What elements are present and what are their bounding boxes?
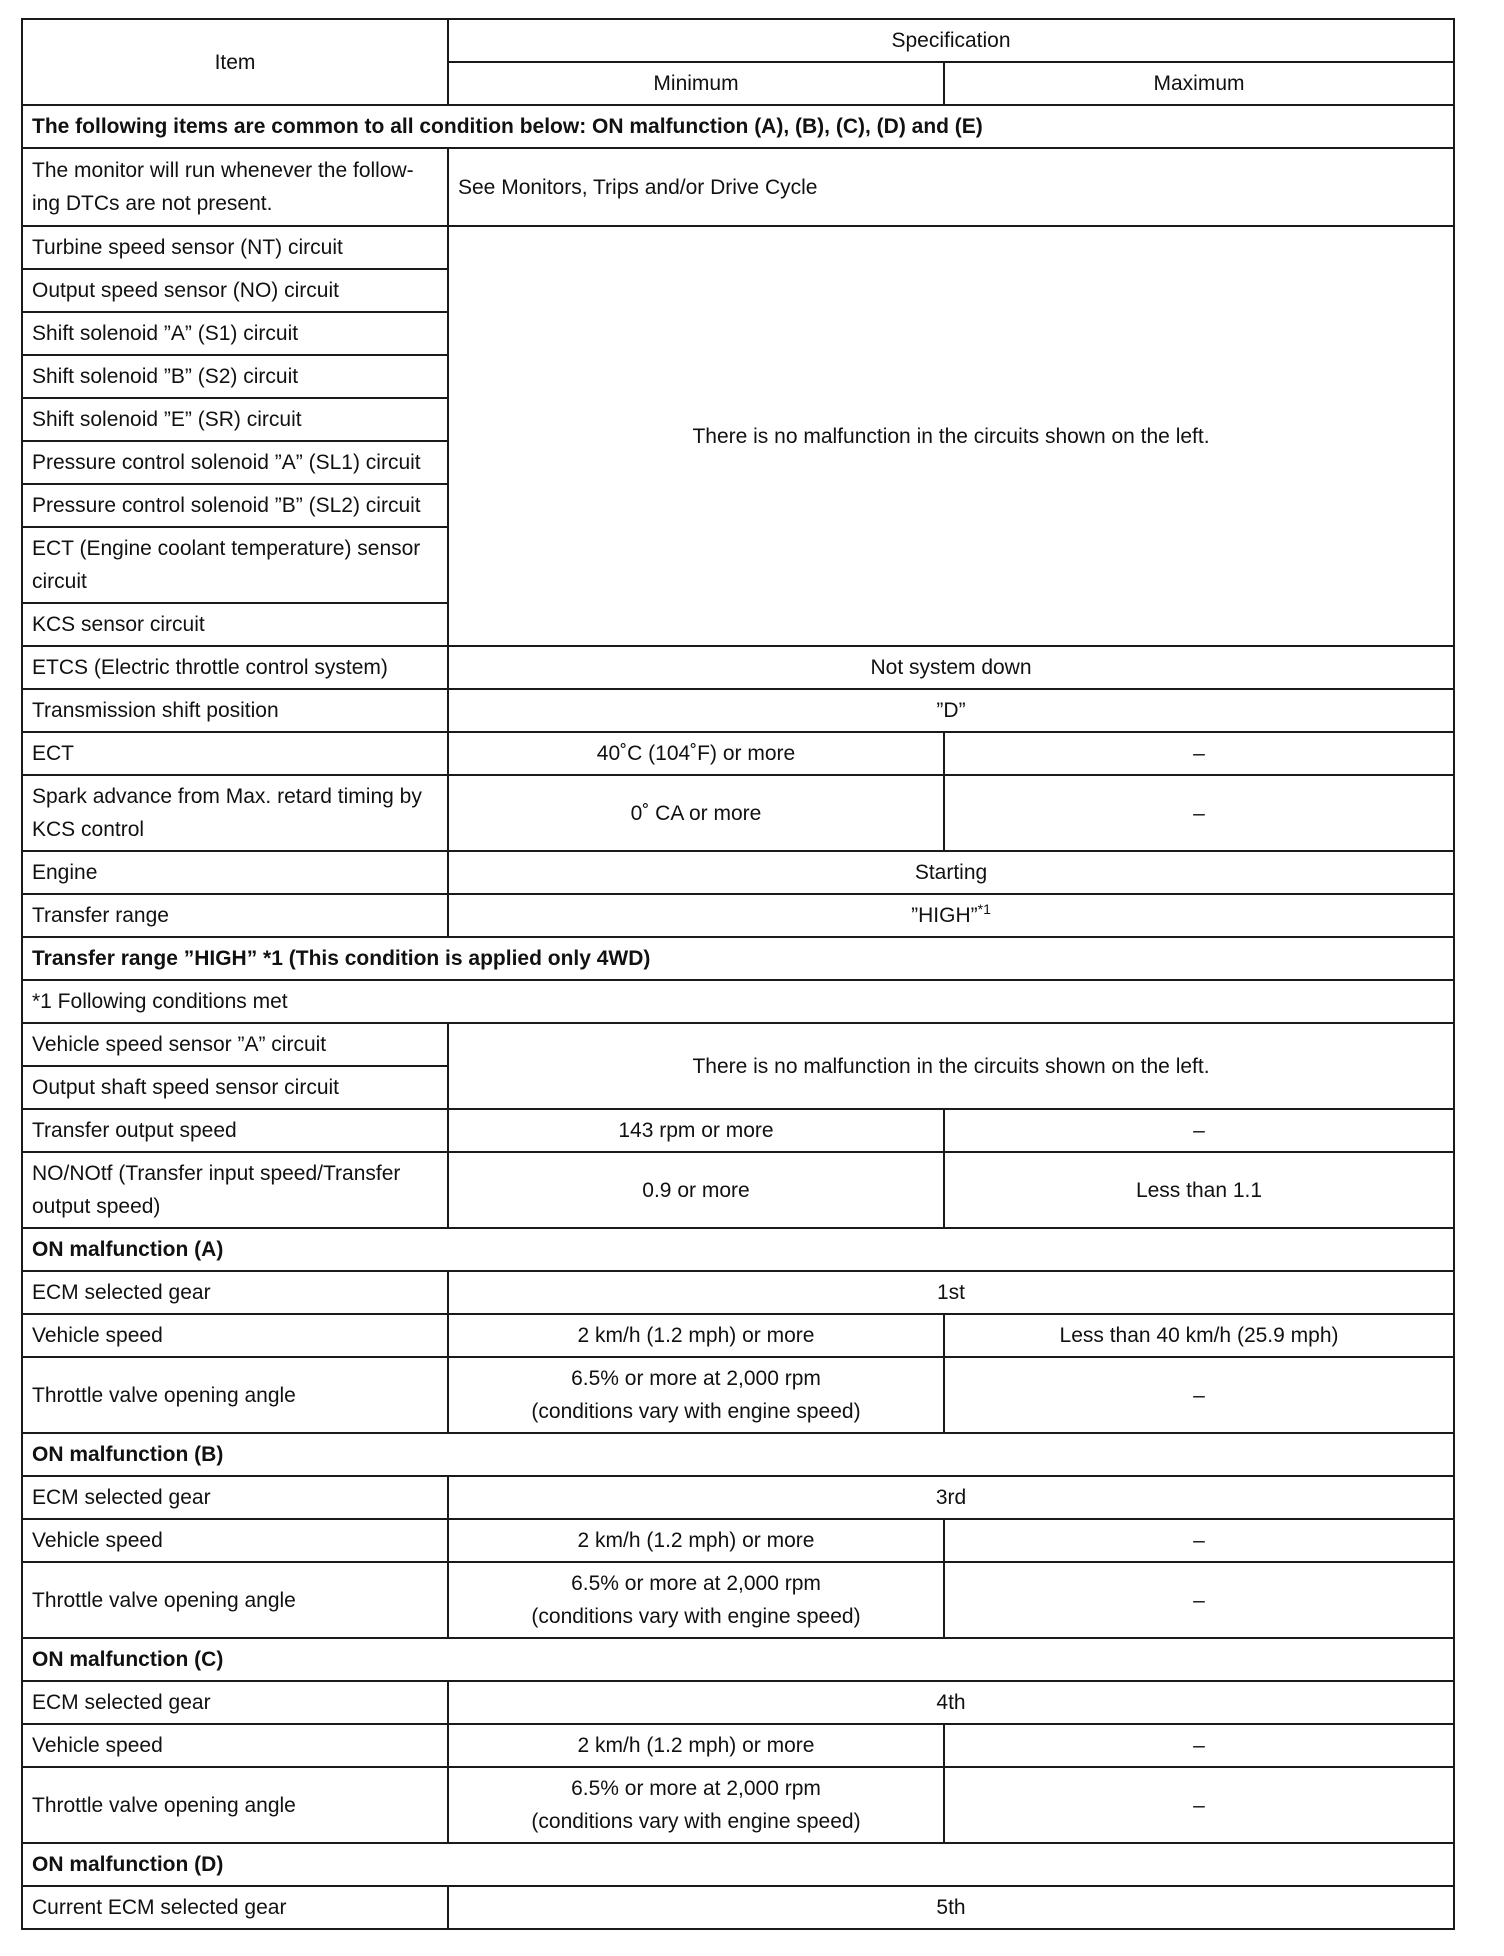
maximum-cell: –: [944, 775, 1454, 851]
minimum-cell: 2 km/h (1.2 mph) or more: [448, 1724, 944, 1767]
item-cell: Shift solenoid ”A” (S1) circuit: [22, 312, 448, 355]
spec-cell: Not system down: [448, 646, 1454, 689]
minimum-cell: 0˚ CA or more: [448, 775, 944, 851]
minimum-line-1: 6.5% or more at 2,000 rpm: [571, 1367, 821, 1390]
spec-cell: There is no malfunction in the circuits shown on the left.: [448, 1023, 1454, 1109]
table-row: [22, 1314, 1454, 1357]
spec-value: ”HIGH”: [911, 904, 978, 927]
minimum-line-1: 6.5% or more at 2,000 rpm: [571, 1777, 821, 1800]
section-heading: Transfer range ”HIGH” *1 (This condition is applied only 4WD): [22, 937, 1454, 980]
item-cell: Transfer range: [22, 894, 448, 937]
spec-cell: ”D”: [448, 689, 1454, 732]
item-cell: Transfer output speed: [22, 1109, 448, 1152]
item-cell: ECT: [22, 732, 448, 775]
section-row: [22, 1843, 1454, 1886]
maximum-cell: –: [944, 1724, 1454, 1767]
item-cell: Transmission shift position: [22, 689, 448, 732]
item-cell: ECM selected gear: [22, 1476, 448, 1519]
minimum-line-2: (conditions vary with engine speed): [531, 1810, 861, 1833]
item-cell: Shift solenoid ”E” (SR) circuit: [22, 398, 448, 441]
item-cell: The monitor will run whenever the follow-ing DTCs are not present.: [22, 148, 448, 226]
table-row: [22, 1519, 1454, 1562]
table-row: [22, 1681, 1454, 1724]
spec-cell: 1st: [448, 1271, 1454, 1314]
item-cell: Current ECM selected gear: [22, 1886, 448, 1929]
table-row: [22, 689, 1454, 732]
table-row: [22, 1109, 1454, 1152]
spec-cell: [448, 894, 1454, 937]
table-row: [22, 1271, 1454, 1314]
table-row: [22, 1562, 1454, 1638]
maximum-cell: –: [944, 732, 1454, 775]
minimum-cell: 40˚C (104˚F) or more: [448, 732, 944, 775]
spec-cell: See Monitors, Trips and/or Drive Cycle: [448, 148, 1454, 226]
maximum-cell: –: [944, 1562, 1454, 1638]
section-heading: The following items are common to all condition below: ON malfunction (A), (B), (C), (D) and (E): [22, 105, 1454, 148]
note-row: [22, 980, 1454, 1023]
table-row: [22, 1886, 1454, 1929]
item-cell: ETCS (Electric throttle control system): [22, 646, 448, 689]
maximum-cell: –: [944, 1767, 1454, 1843]
item-cell: Output speed sensor (NO) circuit: [22, 269, 448, 312]
table-row: [22, 894, 1454, 937]
table-row: [22, 1023, 1454, 1066]
item-cell: Output shaft speed sensor circuit: [22, 1066, 448, 1109]
specification-table: [21, 18, 1455, 1930]
table-row: [22, 226, 1454, 269]
header-item: Item: [22, 19, 448, 105]
header-row: [22, 19, 1454, 62]
section-heading: ON malfunction (D): [22, 1843, 1454, 1886]
item-cell: Pressure control solenoid ”B” (SL2) circuit: [22, 484, 448, 527]
item-cell: ECM selected gear: [22, 1271, 448, 1314]
item-cell: Throttle valve opening angle: [22, 1767, 448, 1843]
section-row: [22, 1638, 1454, 1681]
minimum-cell: 0.9 or more: [448, 1152, 944, 1228]
spec-cell: There is no malfunction in the circuits shown on the left.: [448, 226, 1454, 646]
maximum-cell: –: [944, 1519, 1454, 1562]
minimum-cell: 2 km/h (1.2 mph) or more: [448, 1314, 944, 1357]
item-cell: Shift solenoid ”B” (S2) circuit: [22, 355, 448, 398]
table-row: [22, 646, 1454, 689]
minimum-line-2: (conditions vary with engine speed): [531, 1400, 861, 1423]
spec-cell: 5th: [448, 1886, 1454, 1929]
item-cell: KCS sensor circuit: [22, 603, 448, 646]
spec-cell: Starting: [448, 851, 1454, 894]
section-row: [22, 1433, 1454, 1476]
minimum-cell: 2 km/h (1.2 mph) or more: [448, 1519, 944, 1562]
minimum-line-1: 6.5% or more at 2,000 rpm: [571, 1572, 821, 1595]
table-row: [22, 1152, 1454, 1228]
note-text: *1 Following conditions met: [22, 980, 1454, 1023]
item-cell: Turbine speed sensor (NT) circuit: [22, 226, 448, 269]
minimum-line-2: (conditions vary with engine speed): [531, 1605, 861, 1628]
minimum-cell: [448, 1357, 944, 1433]
table-row: [22, 1767, 1454, 1843]
minimum-cell: 143 rpm or more: [448, 1109, 944, 1152]
item-cell: Vehicle speed: [22, 1519, 448, 1562]
section-row: [22, 937, 1454, 980]
item-cell: Vehicle speed: [22, 1314, 448, 1357]
maximum-cell: –: [944, 1109, 1454, 1152]
header-maximum: Maximum: [944, 62, 1454, 105]
table-row: [22, 1476, 1454, 1519]
spec-cell: 4th: [448, 1681, 1454, 1724]
table-row: [22, 148, 1454, 226]
section-row: [22, 1228, 1454, 1271]
item-cell: Engine: [22, 851, 448, 894]
maximum-cell: Less than 1.1: [944, 1152, 1454, 1228]
minimum-cell: [448, 1767, 944, 1843]
item-cell: Spark advance from Max. retard timing by KCS control: [22, 775, 448, 851]
section-heading: ON malfunction (C): [22, 1638, 1454, 1681]
table-row: [22, 851, 1454, 894]
table-row: [22, 732, 1454, 775]
item-cell: NO/NOtf (Transfer input speed/Transfer output speed): [22, 1152, 448, 1228]
header-minimum: Minimum: [448, 62, 944, 105]
item-cell: Throttle valve opening angle: [22, 1357, 448, 1433]
header-specification: Specification: [448, 19, 1454, 62]
maximum-cell: Less than 40 km/h (25.9 mph): [944, 1314, 1454, 1357]
item-cell: ECT (Engine coolant temperature) sensor circuit: [22, 527, 448, 603]
table-row: [22, 1724, 1454, 1767]
item-cell: Pressure control solenoid ”A” (SL1) circuit: [22, 441, 448, 484]
table-body: [22, 105, 1454, 1929]
item-cell: ECM selected gear: [22, 1681, 448, 1724]
maximum-cell: –: [944, 1357, 1454, 1433]
item-cell: Vehicle speed sensor ”A” circuit: [22, 1023, 448, 1066]
item-cell: Throttle valve opening angle: [22, 1562, 448, 1638]
section-row: [22, 105, 1454, 148]
section-heading: ON malfunction (A): [22, 1228, 1454, 1271]
footnote-marker: *1: [977, 901, 991, 917]
spec-cell: 3rd: [448, 1476, 1454, 1519]
minimum-cell: [448, 1562, 944, 1638]
item-cell: Vehicle speed: [22, 1724, 448, 1767]
table-row: [22, 1357, 1454, 1433]
section-heading: ON malfunction (B): [22, 1433, 1454, 1476]
table-row: [22, 775, 1454, 851]
